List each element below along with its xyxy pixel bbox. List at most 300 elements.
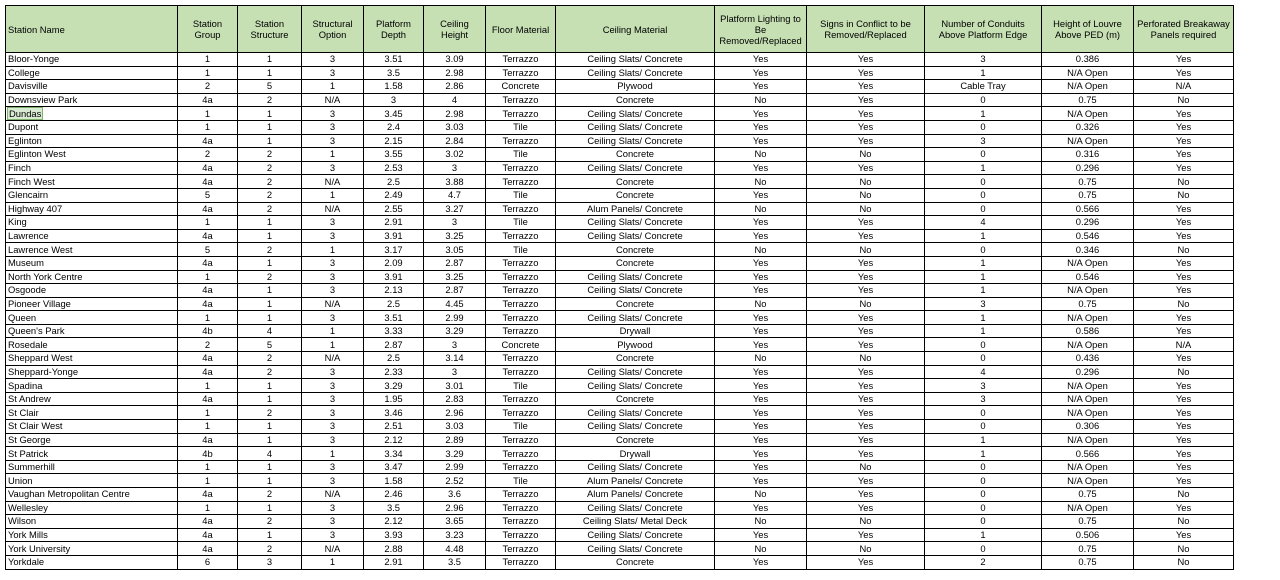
- cell-station-name[interactable]: Summerhill: [6, 460, 178, 474]
- cell-platform-lighting[interactable]: No: [715, 542, 807, 556]
- cell-station-structure[interactable]: 2: [238, 365, 302, 379]
- cell-station-group[interactable]: 1: [178, 501, 238, 515]
- cell-ceiling-height[interactable]: 3: [424, 365, 486, 379]
- cell-signs-in-conflict[interactable]: Yes: [807, 161, 925, 175]
- cell-station-name[interactable]: York University: [6, 542, 178, 556]
- cell-louvre-height[interactable]: N/A Open: [1042, 392, 1134, 406]
- cell-floor-material[interactable]: Terrazzo: [486, 447, 556, 461]
- cell-station-group[interactable]: 4a: [178, 134, 238, 148]
- cell-platform-depth[interactable]: 3.5: [364, 501, 424, 515]
- cell-floor-material[interactable]: Terrazzo: [486, 229, 556, 243]
- cell-breakaway-panels[interactable]: Yes: [1134, 352, 1234, 366]
- cell-ceiling-material[interactable]: Ceiling Slats/ Concrete: [556, 216, 715, 230]
- cell-platform-lighting[interactable]: Yes: [715, 311, 807, 325]
- cell-platform-depth[interactable]: 2.91: [364, 555, 424, 569]
- cell-signs-in-conflict[interactable]: Yes: [807, 80, 925, 94]
- cell-number-of-conduits[interactable]: 3: [925, 297, 1042, 311]
- cell-signs-in-conflict[interactable]: Yes: [807, 379, 925, 393]
- cell-signs-in-conflict[interactable]: Yes: [807, 256, 925, 270]
- cell-platform-lighting[interactable]: Yes: [715, 284, 807, 298]
- cell-louvre-height[interactable]: 0.566: [1042, 202, 1134, 216]
- cell-signs-in-conflict[interactable]: Yes: [807, 392, 925, 406]
- cell-structural-option[interactable]: 3: [302, 474, 364, 488]
- cell-station-group[interactable]: 4a: [178, 392, 238, 406]
- cell-structural-option[interactable]: 1: [302, 555, 364, 569]
- cell-breakaway-panels[interactable]: Yes: [1134, 324, 1234, 338]
- cell-signs-in-conflict[interactable]: Yes: [807, 216, 925, 230]
- cell-ceiling-material[interactable]: Ceiling Slats/ Concrete: [556, 406, 715, 420]
- cell-station-group[interactable]: 4a: [178, 175, 238, 189]
- cell-station-structure[interactable]: 2: [238, 243, 302, 257]
- cell-louvre-height[interactable]: 0.75: [1042, 515, 1134, 529]
- cell-platform-lighting[interactable]: No: [715, 515, 807, 529]
- cell-ceiling-material[interactable]: Concrete: [556, 175, 715, 189]
- cell-ceiling-material[interactable]: Ceiling Slats/ Concrete: [556, 107, 715, 121]
- cell-station-group[interactable]: 1: [178, 460, 238, 474]
- cell-structural-option[interactable]: 1: [302, 243, 364, 257]
- cell-structural-option[interactable]: 3: [302, 66, 364, 80]
- cell-ceiling-height[interactable]: 3: [424, 338, 486, 352]
- cell-ceiling-height[interactable]: 2.98: [424, 66, 486, 80]
- cell-louvre-height[interactable]: 0.75: [1042, 93, 1134, 107]
- cell-platform-depth[interactable]: 3.34: [364, 447, 424, 461]
- cell-floor-material[interactable]: Terrazzo: [486, 66, 556, 80]
- cell-station-structure[interactable]: 1: [238, 229, 302, 243]
- cell-platform-lighting[interactable]: Yes: [715, 420, 807, 434]
- cell-platform-depth[interactable]: 3.17: [364, 243, 424, 257]
- cell-number-of-conduits[interactable]: 0: [925, 338, 1042, 352]
- cell-station-group[interactable]: 4a: [178, 202, 238, 216]
- cell-station-name[interactable]: Osgoode: [6, 284, 178, 298]
- cell-signs-in-conflict[interactable]: Yes: [807, 488, 925, 502]
- cell-platform-depth[interactable]: 2.5: [364, 175, 424, 189]
- cell-structural-option[interactable]: 1: [302, 148, 364, 162]
- cell-louvre-height[interactable]: N/A Open: [1042, 379, 1134, 393]
- cell-station-group[interactable]: 4b: [178, 324, 238, 338]
- cell-station-structure[interactable]: 4: [238, 447, 302, 461]
- cell-station-group[interactable]: 2: [178, 338, 238, 352]
- cell-louvre-height[interactable]: N/A Open: [1042, 433, 1134, 447]
- cell-station-structure[interactable]: 2: [238, 202, 302, 216]
- cell-platform-depth[interactable]: 3.47: [364, 460, 424, 474]
- cell-ceiling-material[interactable]: Ceiling Slats/ Concrete: [556, 311, 715, 325]
- cell-station-structure[interactable]: 1: [238, 134, 302, 148]
- cell-station-group[interactable]: 5: [178, 188, 238, 202]
- cell-structural-option[interactable]: 3: [302, 284, 364, 298]
- cell-signs-in-conflict[interactable]: No: [807, 175, 925, 189]
- cell-floor-material[interactable]: Terrazzo: [486, 352, 556, 366]
- cell-ceiling-height[interactable]: 3.25: [424, 229, 486, 243]
- cell-station-group[interactable]: 1: [178, 53, 238, 67]
- cell-ceiling-material[interactable]: Drywall: [556, 447, 715, 461]
- cell-number-of-conduits[interactable]: 0: [925, 202, 1042, 216]
- cell-station-name[interactable]: Dupont: [6, 120, 178, 134]
- cell-louvre-height[interactable]: 0.586: [1042, 324, 1134, 338]
- cell-louvre-height[interactable]: N/A Open: [1042, 284, 1134, 298]
- cell-station-structure[interactable]: 2: [238, 93, 302, 107]
- cell-ceiling-height[interactable]: 2.52: [424, 474, 486, 488]
- cell-signs-in-conflict[interactable]: Yes: [807, 107, 925, 121]
- cell-station-structure[interactable]: 1: [238, 420, 302, 434]
- cell-platform-lighting[interactable]: Yes: [715, 338, 807, 352]
- cell-platform-lighting[interactable]: Yes: [715, 66, 807, 80]
- cell-platform-lighting[interactable]: Yes: [715, 134, 807, 148]
- cell-signs-in-conflict[interactable]: Yes: [807, 365, 925, 379]
- cell-signs-in-conflict[interactable]: No: [807, 460, 925, 474]
- cell-ceiling-material[interactable]: Ceiling Slats/ Concrete: [556, 161, 715, 175]
- cell-station-structure[interactable]: 2: [238, 175, 302, 189]
- cell-structural-option[interactable]: 3: [302, 392, 364, 406]
- cell-station-name[interactable]: Downsview Park: [6, 93, 178, 107]
- cell-station-name[interactable]: Highway 407: [6, 202, 178, 216]
- cell-ceiling-height[interactable]: 2.98: [424, 107, 486, 121]
- cell-louvre-height[interactable]: 0.346: [1042, 243, 1134, 257]
- cell-number-of-conduits[interactable]: 1: [925, 433, 1042, 447]
- cell-floor-material[interactable]: Terrazzo: [486, 406, 556, 420]
- cell-station-structure[interactable]: 1: [238, 107, 302, 121]
- cell-station-name[interactable]: Eglinton: [6, 134, 178, 148]
- cell-platform-lighting[interactable]: No: [715, 93, 807, 107]
- cell-breakaway-panels[interactable]: Yes: [1134, 66, 1234, 80]
- cell-number-of-conduits[interactable]: 0: [925, 474, 1042, 488]
- cell-floor-material[interactable]: Tile: [486, 120, 556, 134]
- cell-signs-in-conflict[interactable]: No: [807, 352, 925, 366]
- cell-platform-lighting[interactable]: Yes: [715, 256, 807, 270]
- cell-breakaway-panels[interactable]: No: [1134, 488, 1234, 502]
- cell-number-of-conduits[interactable]: Cable Tray: [925, 80, 1042, 94]
- cell-ceiling-material[interactable]: Ceiling Slats/ Concrete: [556, 66, 715, 80]
- cell-platform-lighting[interactable]: No: [715, 148, 807, 162]
- cell-ceiling-material[interactable]: Ceiling Slats/ Concrete: [556, 270, 715, 284]
- cell-floor-material[interactable]: Terrazzo: [486, 311, 556, 325]
- cell-structural-option[interactable]: N/A: [302, 488, 364, 502]
- cell-platform-depth[interactable]: 1.58: [364, 474, 424, 488]
- cell-breakaway-panels[interactable]: Yes: [1134, 284, 1234, 298]
- cell-ceiling-material[interactable]: Ceiling Slats/ Concrete: [556, 229, 715, 243]
- cell-ceiling-material[interactable]: Ceiling Slats/ Concrete: [556, 53, 715, 67]
- cell-breakaway-panels[interactable]: Yes: [1134, 406, 1234, 420]
- cell-floor-material[interactable]: Terrazzo: [486, 256, 556, 270]
- cell-number-of-conduits[interactable]: 1: [925, 284, 1042, 298]
- cell-ceiling-height[interactable]: 3.5: [424, 555, 486, 569]
- cell-station-name[interactable]: Lawrence West: [6, 243, 178, 257]
- cell-louvre-height[interactable]: 0.75: [1042, 488, 1134, 502]
- cell-ceiling-height[interactable]: 3.65: [424, 515, 486, 529]
- cell-platform-lighting[interactable]: Yes: [715, 161, 807, 175]
- cell-platform-lighting[interactable]: Yes: [715, 501, 807, 515]
- cell-breakaway-panels[interactable]: Yes: [1134, 433, 1234, 447]
- cell-breakaway-panels[interactable]: Yes: [1134, 460, 1234, 474]
- cell-station-structure[interactable]: 2: [238, 188, 302, 202]
- cell-station-name[interactable]: Spadina: [6, 379, 178, 393]
- cell-platform-depth[interactable]: 2.09: [364, 256, 424, 270]
- cell-station-group[interactable]: 1: [178, 270, 238, 284]
- cell-structural-option[interactable]: 3: [302, 216, 364, 230]
- cell-louvre-height[interactable]: 0.386: [1042, 53, 1134, 67]
- cell-structural-option[interactable]: N/A: [302, 93, 364, 107]
- cell-signs-in-conflict[interactable]: Yes: [807, 406, 925, 420]
- cell-floor-material[interactable]: Terrazzo: [486, 365, 556, 379]
- cell-ceiling-material[interactable]: Ceiling Slats/ Concrete: [556, 542, 715, 556]
- cell-number-of-conduits[interactable]: 1: [925, 256, 1042, 270]
- cell-station-group[interactable]: 4a: [178, 256, 238, 270]
- cell-station-name[interactable]: Sheppard-Yonge: [6, 365, 178, 379]
- cell-signs-in-conflict[interactable]: Yes: [807, 120, 925, 134]
- cell-station-structure[interactable]: 1: [238, 433, 302, 447]
- cell-breakaway-panels[interactable]: No: [1134, 515, 1234, 529]
- cell-station-structure[interactable]: 1: [238, 460, 302, 474]
- cell-structural-option[interactable]: 1: [302, 447, 364, 461]
- cell-ceiling-material[interactable]: Ceiling Slats/ Concrete: [556, 134, 715, 148]
- cell-ceiling-material[interactable]: Ceiling Slats/ Metal Deck: [556, 515, 715, 529]
- cell-station-structure[interactable]: 2: [238, 270, 302, 284]
- cell-platform-depth[interactable]: 3: [364, 93, 424, 107]
- cell-floor-material[interactable]: Terrazzo: [486, 528, 556, 542]
- cell-breakaway-panels[interactable]: Yes: [1134, 528, 1234, 542]
- cell-station-name[interactable]: Museum: [6, 256, 178, 270]
- cell-louvre-height[interactable]: 0.296: [1042, 161, 1134, 175]
- cell-structural-option[interactable]: 1: [302, 188, 364, 202]
- cell-floor-material[interactable]: Concrete: [486, 80, 556, 94]
- header-station-group[interactable]: Station Group: [178, 6, 238, 53]
- header-ceiling-material[interactable]: Ceiling Material: [556, 6, 715, 53]
- cell-ceiling-height[interactable]: 3.27: [424, 202, 486, 216]
- cell-ceiling-material[interactable]: Ceiling Slats/ Concrete: [556, 501, 715, 515]
- cell-number-of-conduits[interactable]: 1: [925, 229, 1042, 243]
- cell-platform-lighting[interactable]: No: [715, 488, 807, 502]
- cell-floor-material[interactable]: Tile: [486, 243, 556, 257]
- cell-station-structure[interactable]: 1: [238, 53, 302, 67]
- cell-ceiling-height[interactable]: 2.89: [424, 433, 486, 447]
- cell-station-name[interactable]: Yorkdale: [6, 555, 178, 569]
- cell-platform-depth[interactable]: 3.93: [364, 528, 424, 542]
- cell-station-structure[interactable]: 1: [238, 528, 302, 542]
- cell-ceiling-material[interactable]: Ceiling Slats/ Concrete: [556, 460, 715, 474]
- cell-platform-depth[interactable]: 2.5: [364, 352, 424, 366]
- cell-station-group[interactable]: 4b: [178, 447, 238, 461]
- cell-platform-depth[interactable]: 2.4: [364, 120, 424, 134]
- cell-station-structure[interactable]: 3: [238, 555, 302, 569]
- cell-station-group[interactable]: 4a: [178, 229, 238, 243]
- cell-number-of-conduits[interactable]: 3: [925, 379, 1042, 393]
- cell-number-of-conduits[interactable]: 0: [925, 93, 1042, 107]
- cell-floor-material[interactable]: Tile: [486, 474, 556, 488]
- cell-structural-option[interactable]: 3: [302, 53, 364, 67]
- cell-floor-material[interactable]: Terrazzo: [486, 134, 556, 148]
- cell-number-of-conduits[interactable]: 0: [925, 243, 1042, 257]
- header-floor-material[interactable]: Floor Material: [486, 6, 556, 53]
- cell-louvre-height[interactable]: 0.326: [1042, 120, 1134, 134]
- cell-platform-depth[interactable]: 2.55: [364, 202, 424, 216]
- cell-floor-material[interactable]: Terrazzo: [486, 501, 556, 515]
- cell-ceiling-material[interactable]: Concrete: [556, 93, 715, 107]
- cell-station-group[interactable]: 5: [178, 243, 238, 257]
- cell-station-structure[interactable]: 2: [238, 542, 302, 556]
- cell-louvre-height[interactable]: 0.316: [1042, 148, 1134, 162]
- cell-platform-depth[interactable]: 3.91: [364, 229, 424, 243]
- cell-signs-in-conflict[interactable]: Yes: [807, 93, 925, 107]
- cell-ceiling-height[interactable]: 4: [424, 93, 486, 107]
- cell-structural-option[interactable]: 3: [302, 270, 364, 284]
- cell-breakaway-panels[interactable]: N/A: [1134, 338, 1234, 352]
- cell-ceiling-height[interactable]: 2.99: [424, 460, 486, 474]
- cell-station-group[interactable]: 4a: [178, 488, 238, 502]
- cell-number-of-conduits[interactable]: 4: [925, 365, 1042, 379]
- cell-louvre-height[interactable]: 0.546: [1042, 229, 1134, 243]
- cell-station-group[interactable]: 4a: [178, 297, 238, 311]
- cell-platform-depth[interactable]: 2.91: [364, 216, 424, 230]
- cell-signs-in-conflict[interactable]: Yes: [807, 284, 925, 298]
- cell-structural-option[interactable]: N/A: [302, 542, 364, 556]
- cell-number-of-conduits[interactable]: 0: [925, 420, 1042, 434]
- cell-platform-lighting[interactable]: Yes: [715, 406, 807, 420]
- cell-floor-material[interactable]: Terrazzo: [486, 488, 556, 502]
- cell-ceiling-material[interactable]: Alum Panels/ Concrete: [556, 474, 715, 488]
- cell-station-group[interactable]: 4a: [178, 528, 238, 542]
- header-louvre-height[interactable]: Height of Louvre Above PED (m): [1042, 6, 1134, 53]
- cell-breakaway-panels[interactable]: Yes: [1134, 120, 1234, 134]
- cell-structural-option[interactable]: 1: [302, 80, 364, 94]
- cell-station-group[interactable]: 6: [178, 555, 238, 569]
- cell-structural-option[interactable]: 3: [302, 433, 364, 447]
- cell-station-name[interactable]: Union: [6, 474, 178, 488]
- cell-platform-depth[interactable]: 2.88: [364, 542, 424, 556]
- cell-floor-material[interactable]: Concrete: [486, 338, 556, 352]
- cell-signs-in-conflict[interactable]: No: [807, 297, 925, 311]
- cell-breakaway-panels[interactable]: Yes: [1134, 392, 1234, 406]
- cell-platform-lighting[interactable]: Yes: [715, 53, 807, 67]
- cell-ceiling-material[interactable]: Concrete: [556, 433, 715, 447]
- cell-floor-material[interactable]: Terrazzo: [486, 270, 556, 284]
- cell-platform-lighting[interactable]: Yes: [715, 120, 807, 134]
- cell-louvre-height[interactable]: N/A Open: [1042, 66, 1134, 80]
- cell-platform-depth[interactable]: 2.33: [364, 365, 424, 379]
- cell-signs-in-conflict[interactable]: No: [807, 542, 925, 556]
- cell-platform-depth[interactable]: 2.53: [364, 161, 424, 175]
- cell-platform-lighting[interactable]: Yes: [715, 188, 807, 202]
- cell-structural-option[interactable]: N/A: [302, 352, 364, 366]
- cell-breakaway-panels[interactable]: Yes: [1134, 447, 1234, 461]
- cell-structural-option[interactable]: 3: [302, 134, 364, 148]
- cell-ceiling-height[interactable]: 3.01: [424, 379, 486, 393]
- cell-floor-material[interactable]: Terrazzo: [486, 202, 556, 216]
- cell-number-of-conduits[interactable]: 0: [925, 542, 1042, 556]
- cell-station-structure[interactable]: 2: [238, 406, 302, 420]
- cell-station-structure[interactable]: 1: [238, 474, 302, 488]
- cell-ceiling-height[interactable]: 2.87: [424, 256, 486, 270]
- cell-station-structure[interactable]: 1: [238, 256, 302, 270]
- cell-platform-depth[interactable]: 2.49: [364, 188, 424, 202]
- cell-ceiling-material[interactable]: Plywood: [556, 338, 715, 352]
- cell-ceiling-height[interactable]: 3.23: [424, 528, 486, 542]
- cell-number-of-conduits[interactable]: 1: [925, 66, 1042, 80]
- cell-floor-material[interactable]: Terrazzo: [486, 297, 556, 311]
- cell-platform-depth[interactable]: 3.45: [364, 107, 424, 121]
- cell-breakaway-panels[interactable]: Yes: [1134, 134, 1234, 148]
- header-ceiling-height[interactable]: Ceiling Height: [424, 6, 486, 53]
- cell-platform-depth[interactable]: 3.33: [364, 324, 424, 338]
- cell-number-of-conduits[interactable]: 1: [925, 324, 1042, 338]
- cell-platform-depth[interactable]: 3.5: [364, 66, 424, 80]
- cell-breakaway-panels[interactable]: Yes: [1134, 379, 1234, 393]
- cell-structural-option[interactable]: 3: [302, 311, 364, 325]
- cell-station-name[interactable]: St Clair: [6, 406, 178, 420]
- cell-breakaway-panels[interactable]: Yes: [1134, 311, 1234, 325]
- cell-ceiling-height[interactable]: 4.7: [424, 188, 486, 202]
- cell-floor-material[interactable]: Terrazzo: [486, 53, 556, 67]
- cell-ceiling-material[interactable]: Concrete: [556, 148, 715, 162]
- cell-ceiling-material[interactable]: Ceiling Slats/ Concrete: [556, 120, 715, 134]
- cell-louvre-height[interactable]: 0.566: [1042, 447, 1134, 461]
- cell-floor-material[interactable]: Tile: [486, 216, 556, 230]
- cell-floor-material[interactable]: Terrazzo: [486, 175, 556, 189]
- cell-platform-lighting[interactable]: No: [715, 297, 807, 311]
- header-station-name[interactable]: Station Name: [6, 6, 178, 53]
- cell-number-of-conduits[interactable]: 1: [925, 107, 1042, 121]
- cell-platform-depth[interactable]: 2.87: [364, 338, 424, 352]
- cell-station-group[interactable]: 4a: [178, 365, 238, 379]
- cell-signs-in-conflict[interactable]: Yes: [807, 311, 925, 325]
- cell-station-name[interactable]: Lawrence: [6, 229, 178, 243]
- cell-station-name[interactable]: Queen's Park: [6, 324, 178, 338]
- cell-breakaway-panels[interactable]: No: [1134, 365, 1234, 379]
- cell-platform-depth[interactable]: 3.51: [364, 53, 424, 67]
- cell-platform-lighting[interactable]: Yes: [715, 270, 807, 284]
- cell-floor-material[interactable]: Terrazzo: [486, 515, 556, 529]
- cell-station-structure[interactable]: 1: [238, 216, 302, 230]
- cell-structural-option[interactable]: 3: [302, 107, 364, 121]
- cell-ceiling-height[interactable]: 3.09: [424, 53, 486, 67]
- cell-ceiling-height[interactable]: 3.29: [424, 324, 486, 338]
- cell-signs-in-conflict[interactable]: Yes: [807, 53, 925, 67]
- cell-station-group[interactable]: 2: [178, 80, 238, 94]
- cell-platform-lighting[interactable]: Yes: [715, 528, 807, 542]
- cell-number-of-conduits[interactable]: 1: [925, 528, 1042, 542]
- cell-station-group[interactable]: 1: [178, 107, 238, 121]
- cell-signs-in-conflict[interactable]: Yes: [807, 66, 925, 80]
- cell-ceiling-material[interactable]: Concrete: [556, 243, 715, 257]
- header-structural-option[interactable]: Structural Option: [302, 6, 364, 53]
- cell-breakaway-panels[interactable]: No: [1134, 555, 1234, 569]
- cell-louvre-height[interactable]: 0.75: [1042, 297, 1134, 311]
- cell-ceiling-height[interactable]: 3.25: [424, 270, 486, 284]
- cell-station-group[interactable]: 4a: [178, 515, 238, 529]
- cell-number-of-conduits[interactable]: 0: [925, 120, 1042, 134]
- cell-signs-in-conflict[interactable]: No: [807, 202, 925, 216]
- cell-signs-in-conflict[interactable]: Yes: [807, 555, 925, 569]
- cell-ceiling-height[interactable]: 3.14: [424, 352, 486, 366]
- cell-number-of-conduits[interactable]: 0: [925, 188, 1042, 202]
- cell-ceiling-material[interactable]: Alum Panels/ Concrete: [556, 202, 715, 216]
- cell-ceiling-height[interactable]: 2.87: [424, 284, 486, 298]
- cell-number-of-conduits[interactable]: 0: [925, 406, 1042, 420]
- cell-signs-in-conflict[interactable]: Yes: [807, 338, 925, 352]
- cell-station-name[interactable]: Wilson: [6, 515, 178, 529]
- cell-platform-lighting[interactable]: Yes: [715, 433, 807, 447]
- cell-floor-material[interactable]: Terrazzo: [486, 93, 556, 107]
- cell-ceiling-material[interactable]: Ceiling Slats/ Concrete: [556, 420, 715, 434]
- cell-ceiling-material[interactable]: Plywood: [556, 80, 715, 94]
- cell-floor-material[interactable]: Terrazzo: [486, 433, 556, 447]
- cell-ceiling-material[interactable]: Ceiling Slats/ Concrete: [556, 528, 715, 542]
- cell-structural-option[interactable]: 3: [302, 120, 364, 134]
- cell-ceiling-height[interactable]: 3.02: [424, 148, 486, 162]
- cell-louvre-height[interactable]: N/A Open: [1042, 134, 1134, 148]
- cell-station-structure[interactable]: 2: [238, 352, 302, 366]
- cell-station-name[interactable]: Sheppard West: [6, 352, 178, 366]
- cell-station-name[interactable]: Vaughan Metropolitan Centre: [6, 488, 178, 502]
- cell-number-of-conduits[interactable]: 3: [925, 392, 1042, 406]
